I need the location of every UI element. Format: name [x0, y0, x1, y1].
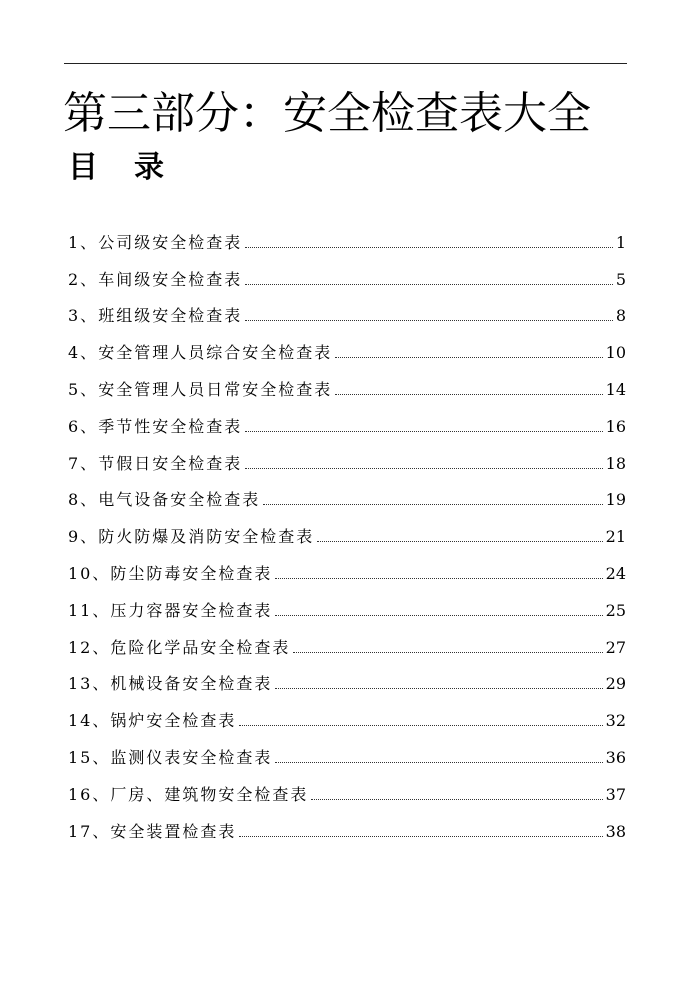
toc-entry-page[interactable]: 14 — [605, 379, 626, 399]
toc-dot-leader — [293, 652, 602, 653]
toc-entry-page[interactable]: 8 — [615, 306, 626, 326]
toc-entry-page[interactable]: 18 — [605, 453, 626, 473]
toc-entry-14[interactable] — [68, 694, 626, 731]
toc-dot-leader — [245, 284, 613, 285]
toc-dot-leader — [245, 247, 613, 248]
toc-entry-label[interactable]: 电气设备安全检查表 — [98, 490, 261, 510]
toc-entry-label[interactable]: 季节性安全检查表 — [98, 416, 243, 436]
toc-entry-page[interactable]: 21 — [605, 527, 626, 547]
toc-entry-number: 12、 — [68, 637, 111, 657]
toc-entry-page[interactable]: 29 — [605, 674, 626, 694]
toc-entry-13[interactable] — [68, 658, 626, 695]
document-title: 第三部分：安全检查表大全 — [63, 88, 591, 139]
toc-entry-number: 10、 — [68, 563, 111, 583]
toc-entry-label[interactable]: 厂房、建筑物安全检查表 — [110, 784, 309, 804]
toc-entry-2[interactable] — [68, 253, 626, 290]
toc-dot-leader — [311, 799, 602, 800]
toc-entry-9[interactable] — [68, 510, 626, 547]
toc-entry-label[interactable]: 锅炉安全检查表 — [110, 711, 237, 731]
toc-entry-page[interactable]: 25 — [605, 600, 626, 620]
toc-entry-page[interactable]: 37 — [605, 784, 626, 804]
toc-entry-number: 16、 — [68, 784, 111, 804]
toc-entry-label[interactable]: 监测仪表安全检查表 — [110, 747, 273, 767]
toc-entry-number: 3、 — [68, 306, 99, 326]
toc-heading — [68, 148, 164, 188]
toc-entry-number: 4、 — [68, 343, 99, 363]
toc-entry-page[interactable]: 32 — [605, 711, 626, 731]
toc-entry-3[interactable] — [68, 290, 626, 327]
toc-entry-page[interactable]: 10 — [605, 343, 626, 363]
toc-entry-number: 17、 — [68, 821, 111, 841]
toc-entry-10[interactable] — [68, 547, 626, 584]
toc-dot-leader — [335, 357, 602, 358]
toc-entry-page[interactable]: 19 — [605, 490, 626, 510]
toc-dot-leader — [245, 320, 613, 321]
toc-entry-16[interactable] — [68, 768, 626, 805]
toc-entry-label[interactable]: 防火防爆及消防安全检查表 — [98, 527, 315, 547]
toc-entry-number: 9、 — [68, 527, 99, 547]
toc-heading-char-1: 目 — [68, 150, 98, 185]
toc-entry-label[interactable]: 公司级安全检查表 — [98, 232, 243, 252]
toc-entry-12[interactable] — [68, 621, 626, 658]
toc-entry-page[interactable]: 36 — [605, 747, 626, 767]
toc-entry-label[interactable]: 机械设备安全检查表 — [110, 674, 273, 694]
toc-dot-leader — [239, 836, 602, 837]
toc-entry-number: 8、 — [68, 490, 99, 510]
toc-dot-leader — [245, 468, 602, 469]
toc-dot-leader — [317, 541, 602, 542]
toc-dot-leader — [275, 615, 602, 616]
toc-dot-leader — [245, 431, 602, 432]
toc-dot-leader — [275, 688, 602, 689]
toc-entry-label[interactable]: 危险化学品安全检查表 — [110, 637, 291, 657]
toc-entry-page[interactable]: 24 — [605, 563, 626, 583]
toc-entry-number: 5、 — [68, 379, 99, 399]
toc-entry-page[interactable]: 1 — [615, 232, 626, 252]
toc-entry-5[interactable] — [68, 363, 626, 400]
toc-entry-number: 7、 — [68, 453, 99, 473]
toc-entry-label[interactable]: 防尘防毒安全检查表 — [110, 563, 273, 583]
toc-entry-label[interactable]: 安全管理人员日常安全检查表 — [98, 379, 333, 399]
toc-entry-4[interactable] — [68, 326, 626, 363]
toc-dot-leader — [263, 504, 602, 505]
toc-entry-number: 14、 — [68, 711, 111, 731]
toc-dot-leader — [275, 762, 602, 763]
toc-entry-number: 2、 — [68, 269, 99, 289]
toc-entry-11[interactable] — [68, 584, 626, 621]
toc-dot-leader — [239, 725, 602, 726]
toc-entry-number: 13、 — [68, 674, 111, 694]
toc-entry-number: 15、 — [68, 747, 111, 767]
toc-dot-leader — [275, 578, 602, 579]
toc-entry-label[interactable]: 车间级安全检查表 — [98, 269, 243, 289]
table-of-contents — [68, 216, 626, 842]
header-rule — [64, 63, 627, 64]
toc-entry-page[interactable]: 16 — [605, 416, 626, 436]
toc-entry-17[interactable] — [68, 805, 626, 842]
toc-entry-8[interactable] — [68, 474, 626, 511]
toc-entry-number: 6、 — [68, 416, 99, 436]
toc-entry-label[interactable]: 安全管理人员综合安全检查表 — [98, 343, 333, 363]
toc-entry-label[interactable]: 压力容器安全检查表 — [110, 600, 273, 620]
toc-entry-7[interactable] — [68, 437, 626, 474]
toc-dot-leader — [335, 394, 602, 395]
toc-entry-page[interactable]: 38 — [605, 821, 626, 841]
toc-entry-15[interactable] — [68, 731, 626, 768]
toc-entry-label[interactable]: 节假日安全检查表 — [98, 453, 243, 473]
toc-entry-label[interactable]: 班组级安全检查表 — [98, 306, 243, 326]
toc-entry-page[interactable]: 5 — [615, 269, 626, 289]
toc-heading-char-2: 录 — [134, 150, 164, 185]
toc-entry-label[interactable]: 安全装置检查表 — [110, 821, 237, 841]
toc-entry-page[interactable]: 27 — [605, 637, 626, 657]
toc-entry-1[interactable] — [68, 216, 626, 253]
toc-entry-number: 1、 — [68, 232, 99, 252]
toc-entry-number: 11、 — [68, 600, 111, 620]
toc-entry-6[interactable] — [68, 400, 626, 437]
